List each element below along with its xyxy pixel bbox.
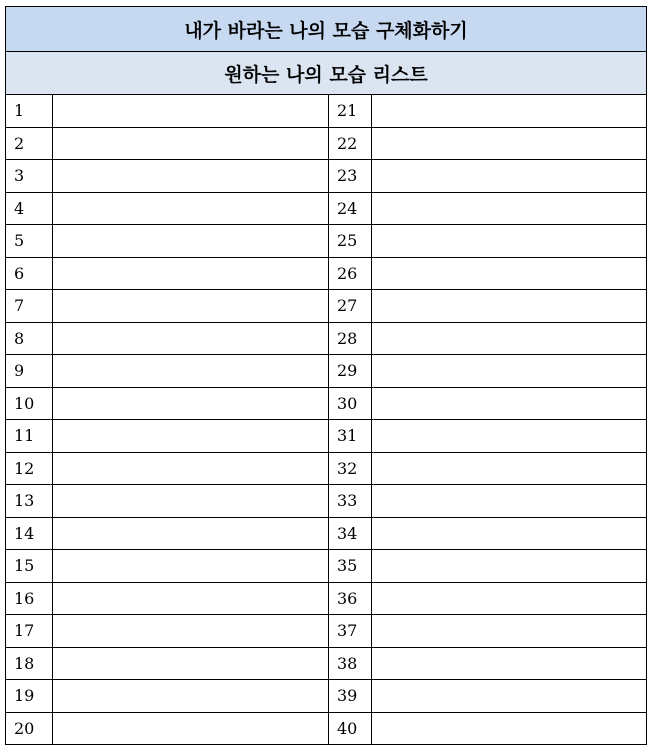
item-entry-left[interactable]	[53, 322, 329, 355]
item-number-right: 35	[329, 550, 372, 583]
table-row	[6, 647, 647, 680]
table-row	[6, 225, 647, 258]
table-row	[6, 160, 647, 193]
wish-list-table	[5, 6, 647, 745]
item-number-left: 5	[6, 225, 53, 258]
item-number-left: 15	[6, 550, 53, 583]
item-number-right: 25	[329, 225, 372, 258]
item-entry-left[interactable]	[53, 192, 329, 225]
item-number-left: 11	[6, 420, 53, 453]
table-row	[6, 452, 647, 485]
item-entry-left[interactable]	[53, 355, 329, 388]
item-entry-right[interactable]	[372, 517, 647, 550]
table-row	[6, 322, 647, 355]
item-number-right: 37	[329, 615, 372, 648]
item-entry-right[interactable]	[372, 290, 647, 323]
item-number-right: 24	[329, 192, 372, 225]
item-entry-left[interactable]	[53, 160, 329, 193]
item-number-right: 33	[329, 485, 372, 518]
item-number-right: 21	[329, 95, 372, 128]
table-row	[6, 127, 647, 160]
item-entry-left[interactable]	[53, 680, 329, 713]
table-row	[6, 387, 647, 420]
item-number-left: 4	[6, 192, 53, 225]
item-entry-right[interactable]	[372, 127, 647, 160]
item-entry-right[interactable]	[372, 355, 647, 388]
table-row	[6, 290, 647, 323]
item-number-right: 27	[329, 290, 372, 323]
item-entry-left[interactable]	[53, 550, 329, 583]
item-number-right: 23	[329, 160, 372, 193]
item-entry-left[interactable]	[53, 127, 329, 160]
item-number-left: 20	[6, 712, 53, 745]
table-row	[6, 517, 647, 550]
item-entry-left[interactable]	[53, 712, 329, 745]
table-row	[6, 680, 647, 713]
item-entry-left[interactable]	[53, 95, 329, 128]
item-entry-left[interactable]	[53, 485, 329, 518]
item-number-left: 16	[6, 582, 53, 615]
item-number-right: 28	[329, 322, 372, 355]
item-number-right: 40	[329, 712, 372, 745]
item-number-right: 39	[329, 680, 372, 713]
table-row	[6, 582, 647, 615]
item-number-left: 13	[6, 485, 53, 518]
item-entry-right[interactable]	[372, 322, 647, 355]
item-entry-right[interactable]	[372, 387, 647, 420]
item-number-left: 9	[6, 355, 53, 388]
item-entry-right[interactable]	[372, 712, 647, 745]
item-entry-right[interactable]	[372, 615, 647, 648]
item-entry-left[interactable]	[53, 257, 329, 290]
item-number-left: 8	[6, 322, 53, 355]
page-title: 내가 바라는 나의 모습 구체화하기	[6, 7, 647, 52]
item-entry-left[interactable]	[53, 647, 329, 680]
table-row	[6, 712, 647, 745]
item-entry-right[interactable]	[372, 160, 647, 193]
table-row	[6, 192, 647, 225]
item-number-left: 19	[6, 680, 53, 713]
item-number-right: 32	[329, 452, 372, 485]
item-entry-right[interactable]	[372, 257, 647, 290]
item-number-left: 18	[6, 647, 53, 680]
list-subtitle: 원하는 나의 모습 리스트	[6, 52, 647, 95]
item-number-right: 34	[329, 517, 372, 550]
item-entry-left[interactable]	[53, 420, 329, 453]
item-entry-left[interactable]	[53, 387, 329, 420]
title-row	[6, 7, 647, 52]
item-entry-left[interactable]	[53, 582, 329, 615]
item-entry-left[interactable]	[53, 452, 329, 485]
item-entry-right[interactable]	[372, 680, 647, 713]
item-number-left: 12	[6, 452, 53, 485]
item-entry-right[interactable]	[372, 192, 647, 225]
item-number-right: 26	[329, 257, 372, 290]
table-row	[6, 485, 647, 518]
item-number-right: 30	[329, 387, 372, 420]
item-number-left: 7	[6, 290, 53, 323]
item-entry-right[interactable]	[372, 225, 647, 258]
item-number-left: 3	[6, 160, 53, 193]
subtitle-row	[6, 52, 647, 95]
item-entry-right[interactable]	[372, 647, 647, 680]
table-row	[6, 615, 647, 648]
table-row	[6, 550, 647, 583]
item-entry-right[interactable]	[372, 485, 647, 518]
table-row	[6, 257, 647, 290]
item-entry-left[interactable]	[53, 290, 329, 323]
item-number-right: 38	[329, 647, 372, 680]
item-entry-left[interactable]	[53, 615, 329, 648]
item-number-right: 22	[329, 127, 372, 160]
item-number-left: 10	[6, 387, 53, 420]
item-entry-right[interactable]	[372, 420, 647, 453]
item-number-left: 1	[6, 95, 53, 128]
item-number-right: 36	[329, 582, 372, 615]
item-number-right: 29	[329, 355, 372, 388]
item-entry-right[interactable]	[372, 550, 647, 583]
item-entry-left[interactable]	[53, 517, 329, 550]
item-number-left: 14	[6, 517, 53, 550]
table-row	[6, 355, 647, 388]
item-number-right: 31	[329, 420, 372, 453]
item-entry-left[interactable]	[53, 225, 329, 258]
item-entry-right[interactable]	[372, 95, 647, 128]
item-entry-right[interactable]	[372, 582, 647, 615]
table-row	[6, 420, 647, 453]
item-number-left: 17	[6, 615, 53, 648]
item-entry-right[interactable]	[372, 452, 647, 485]
item-number-left: 2	[6, 127, 53, 160]
item-number-left: 6	[6, 257, 53, 290]
table-row	[6, 95, 647, 128]
